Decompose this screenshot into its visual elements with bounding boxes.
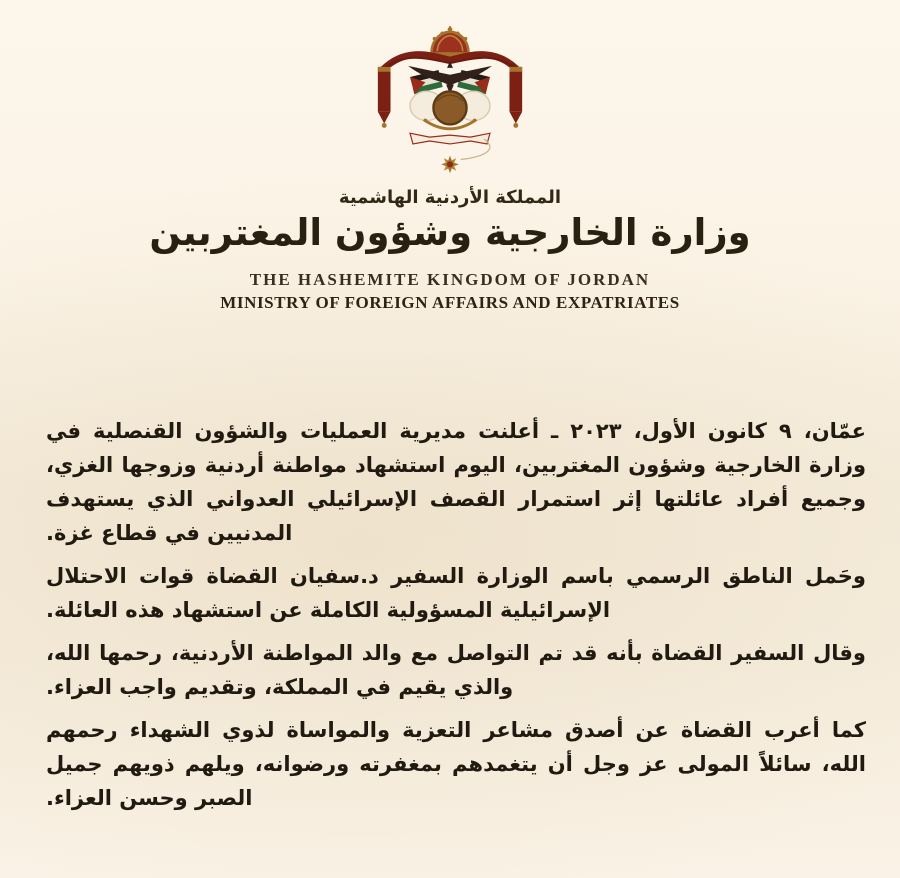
letterhead [0,0,900,313]
crown-icon [429,26,472,58]
kingdom-name-arabic: المملكة الأردنية الهاشمية [338,187,562,208]
ribbon-icon [410,133,490,144]
jordan-coat-of-arms-icon [362,24,538,180]
kingdom-name-english: THE HASHEMITE KINGDOM OF JORDAN [249,270,651,290]
statement-paragraph-1: عمّان، ٩ كانون الأول، ٢٠٢٣ ـ أعلنت مديرية العمليات والشؤون القنصلية في وزارة الخارجية وشؤون المغتربين، اليوم استشهاد مواطنة أردنية وزوجها الغزي، وجميع أفراد عائلتها إثر استمرار القصف الإسرائيلي العدواني الذي يستهدف المدنيين في قطاع غزة. [46,419,866,545]
ministry-name-english: MINISTRY OF FOREIGN AFFAIRS AND EXPATRIATES [220,293,680,313]
ministry-name-arabic-calligraphy: وزارة الخارجية وشؤون المغتربين [149,210,751,254]
statement-paragraph-3: وقال السفير القضاة بأنه قد تم التواصل مع والد المواطنة الأردنية، رحمها الله، والذي يقيم في المملكة، وتقديم واجب العزاء. [46,641,866,699]
statement-paragraph-2: وحَمل الناطق الرسمي باسم الوزارة السفير د.سفيان القضاة قوات الاحتلال الإسرائيلية المسؤولية الكاملة عن استشهاد هذه العائلة. [46,564,866,622]
globe-icon [433,91,466,124]
star-medal-icon [438,139,490,177]
statement-paragraph-4: كما أعرب القضاة عن أصدق مشاعر التعزية والمواساة لذوي الشهداء رحمهم الله، سائلاً المولى عز وجل أن يتغمدهم بمغفرته ورضوانه، ويلهم ذويهم جميل الصبر وحسن العزاء. [46,718,866,810]
press-statement-body [46,414,866,824]
